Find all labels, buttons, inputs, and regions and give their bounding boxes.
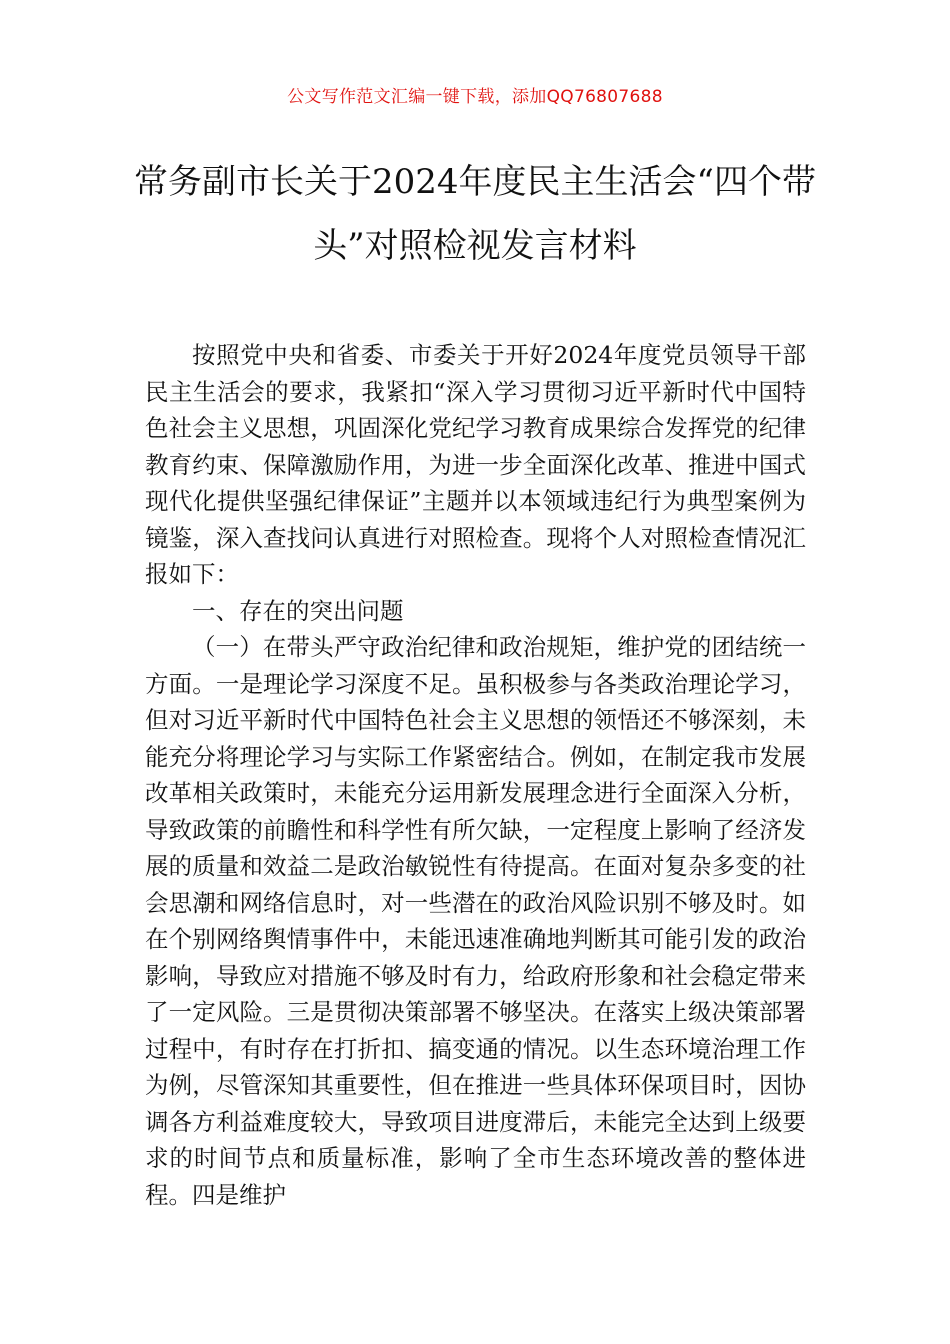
download-promo-note: 公文写作范文汇编一键下载，添加QQ76807688 — [287, 87, 663, 107]
section-heading: 一、存在的突出问题 — [192, 596, 404, 625]
intro-paragraph: 按照党中央和省委、市委关于开好2024年度党员领导干部民主生活会的要求，我紧扣“深入学习贯彻习近平新时代中国特色社会主义思想，巩固深化党纪学习教育成果综合发挥党的纪律教育约束、保障激励作用，为进一步全面深化改革、推进中国式现代化提供坚强纪律保证”主题并以本领域违纪行为典型案例为镜鉴，深入查找问认真进行对照检查。现将个人对照检查情况汇报如下： — [145, 341, 806, 588]
document-body — [145, 337, 806, 1213]
item-paragraph: （一）在带头严守政治纪律和政治规矩，维护党的团结统一方面。一是理论学习深度不足。虽积极参与各类政治理论学习，但对习近平新时代中国特色社会主义思想的领悟还不够深刻，未能充分将理论学习与实际工作紧密结合。例如，在制定我市发展改革相关政策时，未能充分运用新发展理念进行全面深入分析，导致政策的前瞻性和科学性有所欠缺，一定程度上影响了经济发展的质量和效益二是政治敏锐性有待提高。在面对复杂多变的社会思潮和网络信息时，对一些潜在的政治风险识别不够及时。如在个别网络舆情事件中，未能迅速准确地判断其可能引发的政治影响，导致应对措施不够及时有力，给政府形象和社会稳定带来了一定风险。三是贯彻决策部署不够坚决。在落实上级决策部署过程中，有时存在打折扣、搞变通的情况。以生态环境治理工作为例，尽管深知其重要性，但在推进一些具体环保项目时，因协调各方利益难度较大，导致项目进度滞后，未能完全达到上级要求的时间节点和质量标准，影响了全市生态环境改善的整体进程。四是维护 — [145, 633, 806, 1209]
document-title: 常务副市长关于2024年度民主生活会“四个带头”对照检视发言材料 — [134, 162, 816, 266]
